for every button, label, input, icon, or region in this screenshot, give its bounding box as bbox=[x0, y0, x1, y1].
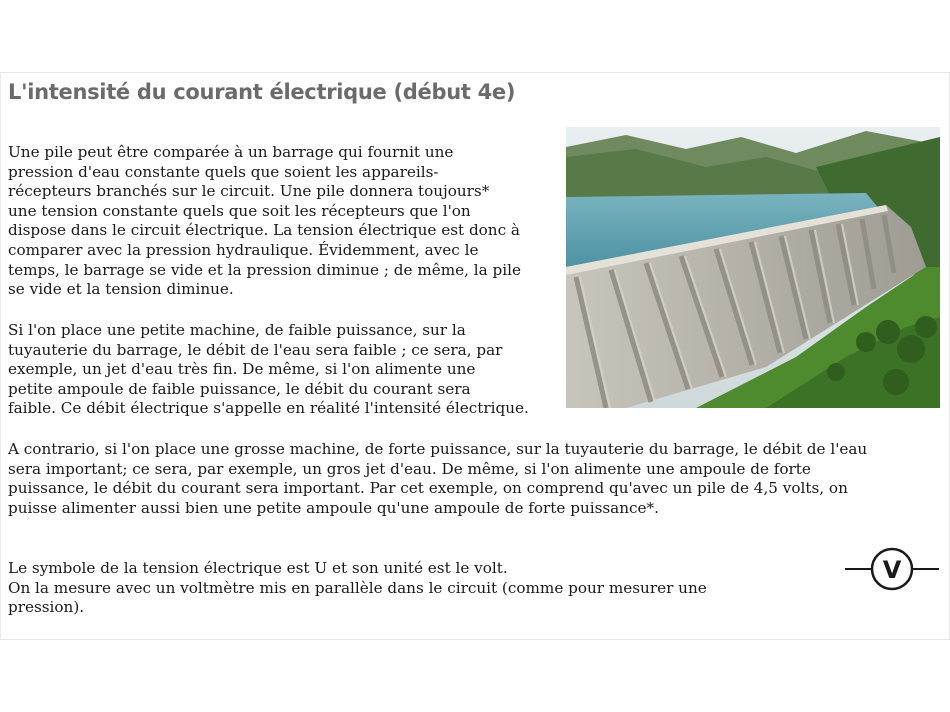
text-line: exemple, un jet d'eau très fin. De même, si l'on alimente une bbox=[8, 360, 476, 379]
text-line: dispose dans le circuit électrique. La tension électrique est donc à bbox=[8, 221, 520, 240]
paragraph-large-machine bbox=[8, 440, 944, 518]
text-line: A contrario, si l'on place une grosse machine, de forte puissance, sur la tuyauterie du barrage, le débit de l'eau bbox=[8, 440, 868, 458]
dam-photo bbox=[566, 127, 940, 408]
text-line: comparer avec la pression hydraulique. Évidemment, avec le bbox=[8, 240, 479, 259]
text-line: pression d'eau constante quels que soient les appareils- bbox=[8, 162, 439, 181]
text-line: récepteurs branchés sur le circuit. Une pile donnera toujours* bbox=[8, 182, 490, 201]
text-line: Une pile peut être comparée à un barrage qui fournit une bbox=[8, 143, 454, 161]
text-line: petite ampoule de faible puissance, le débit du courant sera bbox=[8, 379, 471, 398]
paragraph-voltage-symbol bbox=[8, 559, 808, 618]
text-line: Si l'on place une petite machine, de faible puissance, sur la bbox=[8, 321, 466, 339]
text-line: tuyauterie du barrage, le débit de l'eau sera faible ; ce sera, par bbox=[8, 340, 503, 359]
voltmeter-letter: V bbox=[882, 556, 902, 584]
voltmeter-symbol bbox=[845, 545, 939, 593]
text-line: se vide et la tension diminue. bbox=[8, 280, 234, 299]
text-line: une tension constante quels que soit les récepteurs que l'on bbox=[8, 201, 471, 220]
text-line: faible. Ce débit électrique s'appelle en réalité l'intensité électrique. bbox=[8, 399, 529, 418]
text-line: sera important; ce sera, par exemple, un gros jet d'eau. De même, si l'on alimente une ampoule de forte bbox=[8, 459, 811, 478]
text-line: puisse alimenter aussi bien une petite ampoule qu'une ampoule de forte puissance*. bbox=[8, 498, 659, 517]
text-line: On la mesure avec un voltmètre mis en parallèle dans le circuit (comme pour mesurer une bbox=[8, 578, 707, 597]
text-line: puissance, le débit du courant sera important. Par cet exemple, on comprend qu'avec un pile de 4,5 volts, on bbox=[8, 479, 848, 498]
paragraph-small-machine bbox=[8, 321, 564, 419]
text-line: temps, le barrage se vide et la pression diminue ; de même, la pile bbox=[8, 260, 521, 279]
paragraph-dam-comparison bbox=[8, 143, 564, 300]
text-line: pression). bbox=[8, 598, 85, 617]
text-line: Le symbole de la tension électrique est U et son unité est le volt. bbox=[8, 559, 508, 577]
page-title: L'intensité du courant électrique (début 4e) bbox=[8, 80, 516, 104]
